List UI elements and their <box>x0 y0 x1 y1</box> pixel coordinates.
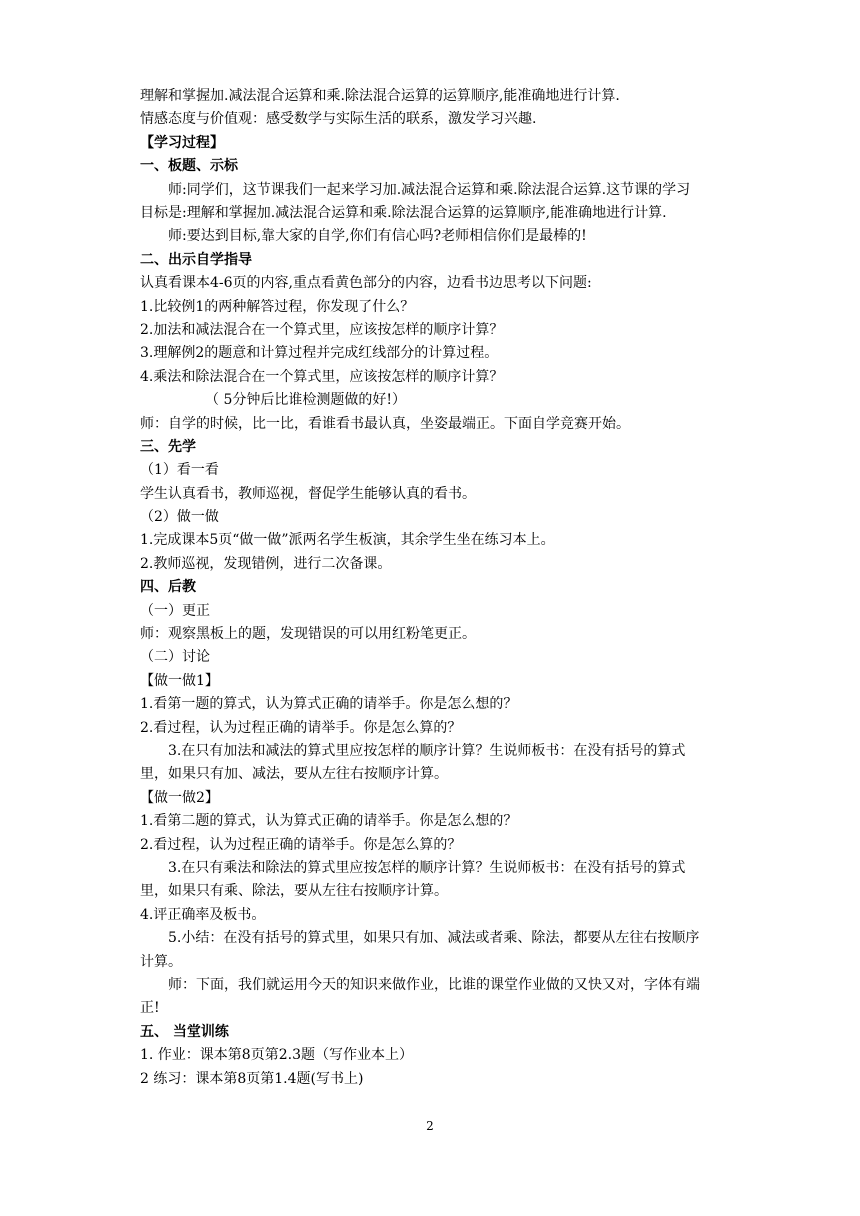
exercise-2-item-3: 3.在只有乘法和除法的算式里应按怎样的顺序计算？生说师板书：在没有括号的算式里，如果只有乘、除法，要从左往右按顺序计算。 <box>140 859 686 900</box>
exercise-2-item-4: 4.评正确率及板书。 <box>140 906 266 923</box>
subheading-correct: （一）更正 <box>140 602 210 619</box>
exercise-1-item-1: 1.看第一题的算式，认为算式正确的请举手。你是怎么想的？ <box>140 696 518 713</box>
exercise-1-item-2: 2.看过程，认为过程正确的请举手。你是怎么算的？ <box>140 719 462 736</box>
do-item-2: 2.教师巡视，发现错例，进行二次备课。 <box>140 555 392 572</box>
document-body <box>140 85 700 1091</box>
section-heading-2: 二、出示自学指导 <box>140 251 252 268</box>
teacher-intro-paragraph: 师:同学们，这节课我们一起来学习加.减法混合运算和乘.除法混合运算.这节课的学习目标是:理解和掌握加.减法混合运算和乘.除法混合运算的运算顺序,能准确地进行计算. <box>140 181 691 221</box>
question-1: 1.比较例1的两种解答过程，你发现了什么？ <box>140 298 415 315</box>
subheading-discuss: （二）讨论 <box>140 649 210 666</box>
section-heading-learning-process: 【学习过程】 <box>140 134 224 151</box>
exercise-2-item-2: 2.看过程，认为过程正确的请举手。你是怎么算的？ <box>140 836 462 853</box>
homework-item-1: 1. 作业：课本第8页第2.3题（写作业本上） <box>140 1047 413 1064</box>
section-heading-5: 五、 当堂训练 <box>140 1023 229 1040</box>
exercise-1-heading: 【做一做1】 <box>140 672 219 689</box>
self-study-instruction: 认真看课本4-6页的内容,重点看黄色部分的内容，边看书边思考以下问题: <box>140 275 592 292</box>
section-heading-1: 一、板题、示标 <box>140 158 238 175</box>
question-2: 2.加法和减法混合在一个算式里，应该按怎样的顺序计算？ <box>140 321 504 338</box>
teacher-homework-prompt: 师：下面，我们就运用今天的知识来做作业，比谁的课堂作业做的又快又对，字体有端正! <box>140 976 700 1017</box>
exercise-2-item-1: 1.看第二题的算式，认为算式正确的请举手。你是怎么想的？ <box>140 813 518 830</box>
section-heading-3: 三、先学 <box>140 438 196 455</box>
question-4: 4.乘法和除法混合在一个算式里，应该按怎样的顺序计算？ <box>140 368 504 385</box>
do-item-1: 1.完成课本5页“做一做”派两名学生板演，其余学生坐在练习本上。 <box>140 532 555 549</box>
section-heading-4: 四、后教 <box>140 579 196 596</box>
attitude-objective: 情感态度与价值观：感受数学与实际生活的联系，激发学习兴趣. <box>140 111 537 128</box>
homework-item-2: 2 练习：课本第8页第1.4题(写书上) <box>140 1070 364 1087</box>
objective-line: 理解和掌握加.减法混合运算和乘.除法混合运算的运算顺序,能准确地进行计算. <box>140 88 620 104</box>
subheading-look: （1）看一看 <box>140 462 219 479</box>
teacher-encouragement: 师:要达到目标,靠大家的自学,你们有信心吗?老师相信你们是最棒的! <box>168 228 587 245</box>
subheading-do: （2）做一做 <box>140 509 219 526</box>
exercise-1-item-3: 3.在只有加法和减法的算式里应按怎样的顺序计算？生说师板书：在没有括号的算式里，如果只有加、减法，要从左往右按顺序计算。 <box>140 742 686 783</box>
teacher-self-study-prompt: 师：自学的时候，比一比，看谁看书最认真，坐姿最端正。下面自学竞赛开始。 <box>140 415 630 432</box>
question-3: 3.理解例2的题意和计算过程并完成红线部分的计算过程。 <box>140 345 499 362</box>
summary-paragraph: 5.小结：在没有括号的算式里，如果只有加、减法或者乘、除法，都要从左往右按顺序计算。 <box>140 930 700 970</box>
page-number: 2 <box>426 1119 434 1133</box>
exercise-2-heading: 【做一做2】 <box>140 789 219 806</box>
timing-note: （ 5分钟后比谁检测题做的好!） <box>205 392 406 409</box>
teacher-correct-prompt: 师：观察黑板上的题，发现错误的可以用红粉笔更正。 <box>140 626 476 643</box>
student-reading: 学生认真看书，教师巡视，督促学生能够认真的看书。 <box>140 485 476 502</box>
